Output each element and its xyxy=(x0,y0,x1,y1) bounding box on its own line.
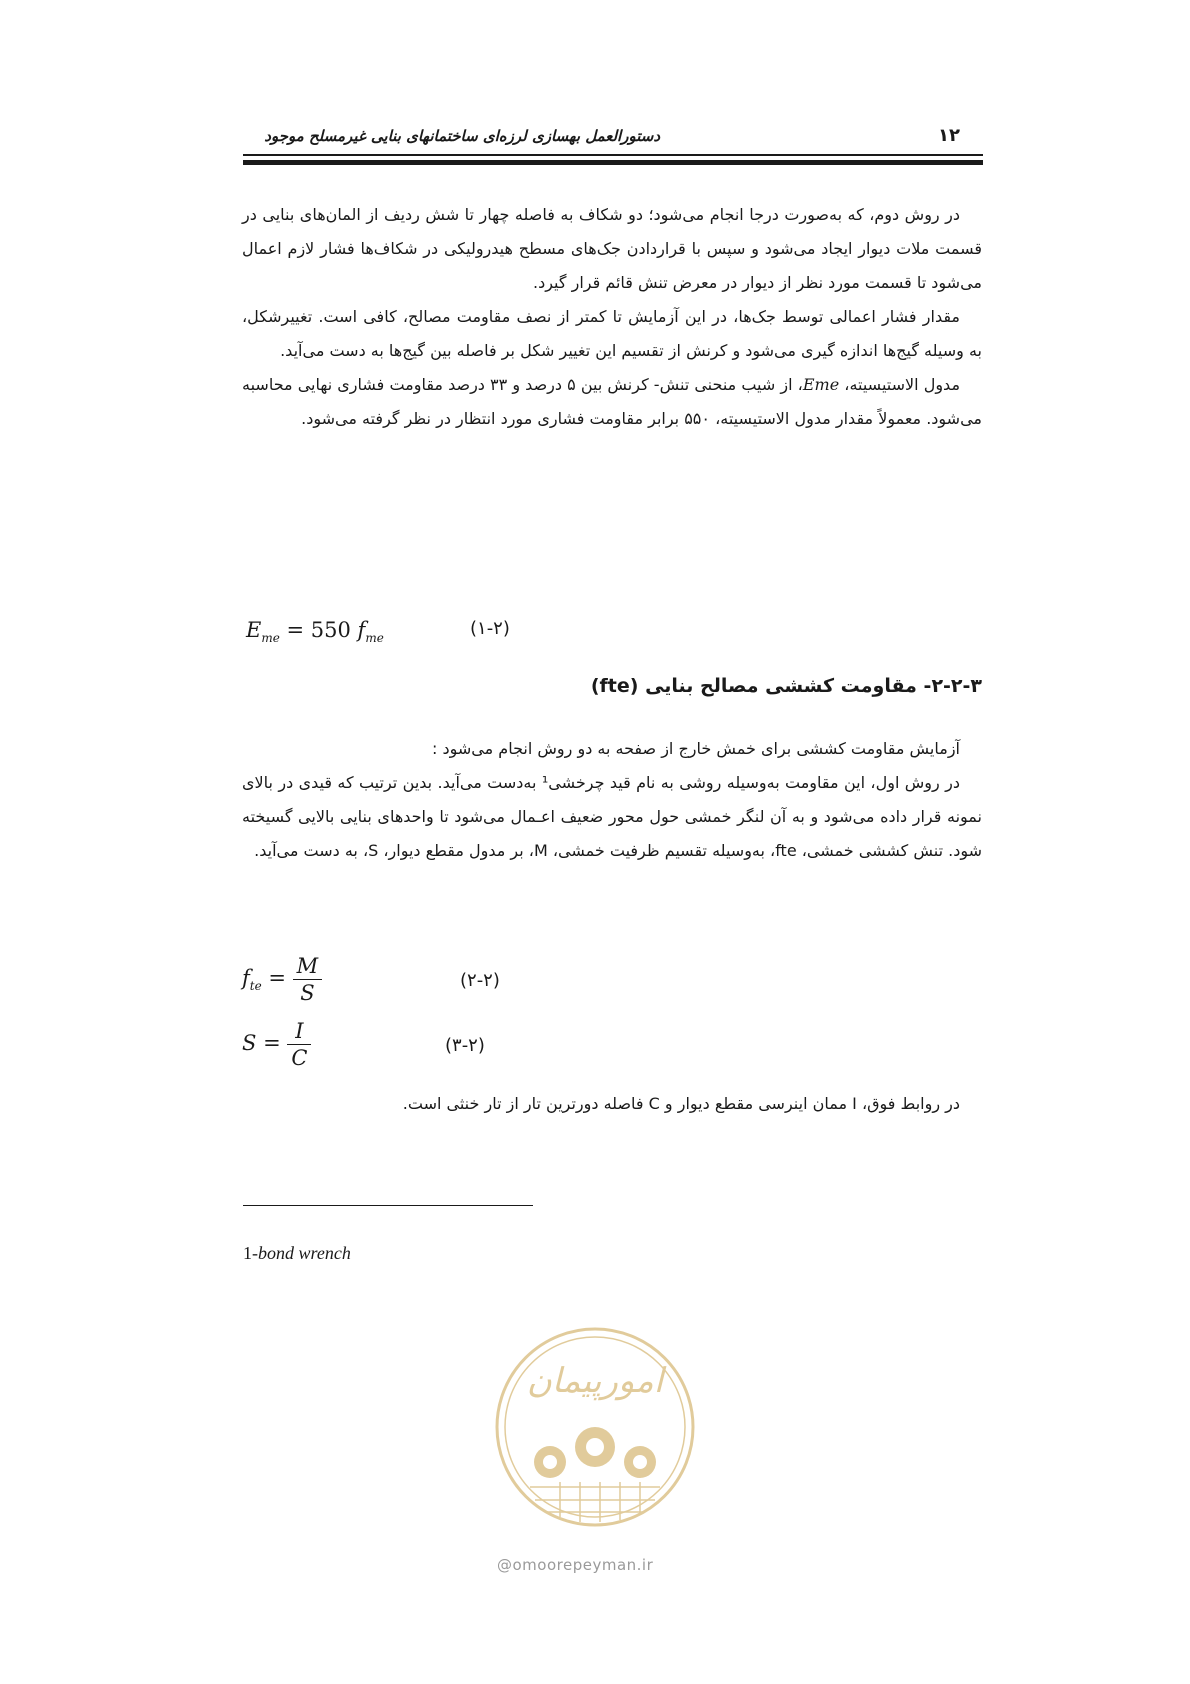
symbol-eme: Eme xyxy=(802,375,840,394)
eq2-lhs-subscript: te xyxy=(249,979,262,994)
gear-emblem-icon xyxy=(490,1322,700,1532)
eq1-lhs-subscript: me xyxy=(261,631,280,646)
paragraph-symbol-definitions: در روابط فوق، I ممان اینرسی مقطع دیوار و C فاصله دورترین تار از تار خنثی است. xyxy=(402,1094,960,1113)
eq3-lhs: S xyxy=(242,1031,257,1055)
equation-1 xyxy=(246,618,384,645)
eq1-operator: = 550 xyxy=(279,618,358,642)
eq2-lhs: f xyxy=(242,966,250,990)
equation-1-number: (۱-۲) xyxy=(470,618,510,639)
footnote-number: 1- xyxy=(243,1243,258,1263)
running-header-title: دستورالعمل بهسازی لرزه‌ای ساختمانهای بنایی غیرمسلح موجود xyxy=(264,127,660,145)
paragraph-elastic-modulus-end: ، از شیب منحنی تنش- کرنش بین ۵ درصد و ۳۳ درصد مقاومت فشاری نهایی محاسبه می‌شود. معمولاً مقدار مدول الاستیسیته، ۵۵۰ برابر مقاومت فشاری مورد انتظار در نظر گرفته می‌شود. xyxy=(242,375,982,428)
eq2-denominator: S xyxy=(300,981,315,1005)
watermark-logo xyxy=(490,1322,700,1532)
eq3-denominator: C xyxy=(291,1046,308,1070)
eq1-rhs: f xyxy=(357,618,366,642)
watermark-url: omoorepeyman.ir xyxy=(512,1556,654,1574)
equation-3-number: (۳-۲) xyxy=(445,1035,485,1056)
header-rule-thick xyxy=(243,160,983,165)
footnote xyxy=(243,1243,351,1264)
eq1-lhs: E xyxy=(246,618,262,642)
eq3-fraction xyxy=(287,1018,311,1071)
eq2-numerator: M xyxy=(296,954,319,978)
paragraph-elastic-modulus xyxy=(242,368,982,436)
equation-3: S = $\frac{I}{C}$ xyxy=(242,1018,311,1071)
paragraph-elastic-modulus-start: مدول الاستیسیته، xyxy=(844,375,961,394)
header-rule-thin xyxy=(243,154,983,156)
paragraph-tensile-test-intro: آزمایش مقاومت کششی برای خمش خارج از صفحه به دو روش انجام می‌شود : xyxy=(432,739,960,758)
footnote-separator xyxy=(243,1205,533,1206)
equation-2-number: (۲-۲) xyxy=(460,970,500,991)
watermark-caption: @omoorepeyman.ir xyxy=(497,1556,654,1574)
body-section-1 xyxy=(242,198,982,436)
body-section-2-closing xyxy=(242,1087,982,1121)
body-section-2 xyxy=(242,732,982,868)
paragraph-jack-pressure: مقدار فشار اعمالی توسط جک‌ها، در این آزمایش تا کمتر از نصف مقاومت مصالح، کافی است. تغییرشکل، به وسیله گیج‌ها اندازه گیری می‌شود و کرنش از تقسیم این تغییر شکل بر فاصله بین گیج‌ها به دست می‌آید. xyxy=(242,307,982,360)
section-heading-tensile-strength: ۲-۲-۳- مقاومت کششی مصالح بنایی (fte) xyxy=(590,675,982,697)
page-number: ۱۲ xyxy=(938,125,960,146)
footnote-text: bond wrench xyxy=(258,1243,351,1263)
watermark-logo-text: امورپیمان xyxy=(526,1361,664,1401)
paragraph-flat-jack-method: در روش دوم، که به‌صورت درجا انجام می‌شود؛ دو شکاف به فاصله چهار تا شش ردیف از المان‌های بنایی در قسمت ملات دیوار ایجاد می‌شود و سپس با قراردادن جک‌های مسطح هیدرولیکی در شکاف‌ها فشار لازم اعمال می‌شود تا قسمت مورد نظر از دیوار در معرض تنش قائم قرار گیرد. xyxy=(242,205,982,292)
eq1-rhs-subscript: me xyxy=(365,631,384,646)
eq2-fraction xyxy=(293,953,323,1006)
paragraph-bond-wrench: در روش اول، این مقاومت به‌وسیله روشی به نام قید چرخشی¹ به‌دست می‌آید. بدین ترتیب که قیدی در بالای نمونه قرار داده می‌شود و به آن لنگر خمشی حول محور ضعیف اعـمال می‌شود تا واحدهای بنایی بالایی گسیخته شود. تنش کششی خمشی، fte، به‌وسیله تقسیم ظرفیت خمشی، M، بر مدول مقطع دیوار، S، به دست می‌آید. xyxy=(242,773,982,860)
eq3-numerator: I xyxy=(295,1019,304,1043)
equation-2: $f_{te}$ = $\frac{M}{S}$ xyxy=(242,953,322,1006)
